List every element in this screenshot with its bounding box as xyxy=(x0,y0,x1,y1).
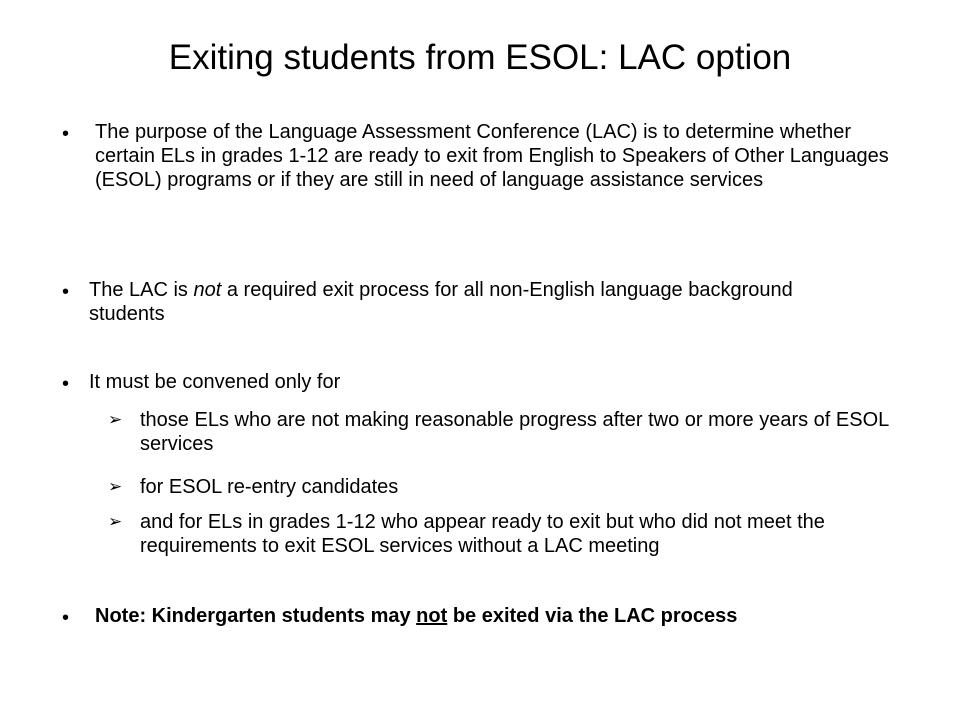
bullet-lac-text-after: a required exit process for all non-English language background students xyxy=(89,279,793,325)
slide-title: Exiting students from ESOL: LAC option xyxy=(168,38,792,77)
arrow-bullet-icon: ➢ xyxy=(108,477,123,496)
note-text-after: be exited via the LAC process xyxy=(447,605,738,627)
sub-item-reentry: for ESOL re-entry candidates xyxy=(140,476,399,498)
arrow-bullet-icon: ➢ xyxy=(108,512,123,531)
sub-item-reasonable-progress: those ELs who are not making reasonable progress after two or more years of ESOL services xyxy=(140,409,889,455)
bullet-kindergarten-note xyxy=(95,604,915,628)
bullet-purpose-text: The purpose of the Language Assessment Conference (LAC) is to determine whether certain ELs in grades 1-12 are ready to exit from English to Speakers of Other Languages (ESOL) programs or if they are still in need of language assistance services xyxy=(95,121,889,191)
bullet-lac-not-required xyxy=(89,278,849,326)
bullet-dot-icon: • xyxy=(62,607,70,629)
bullet-lac-emphasis: not xyxy=(193,279,222,301)
note-text-before: Note: Kindergarten students may xyxy=(95,605,417,627)
bullet-dot-icon: • xyxy=(62,281,70,303)
bullet-dot-icon: • xyxy=(62,123,70,145)
sub-item-grades-ready: and for ELs in grades 1-12 who appear ready to exit but who did not meet the requirements to exit ESOL services without a LAC meeting xyxy=(140,511,825,557)
bullet-dot-icon: • xyxy=(62,373,70,395)
bullet-lac-text-before: The LAC is xyxy=(89,279,194,301)
bullet-convened-text: It must be convened only for xyxy=(89,371,341,393)
arrow-bullet-icon: ➢ xyxy=(108,410,123,429)
note-emphasis: not xyxy=(416,605,448,627)
